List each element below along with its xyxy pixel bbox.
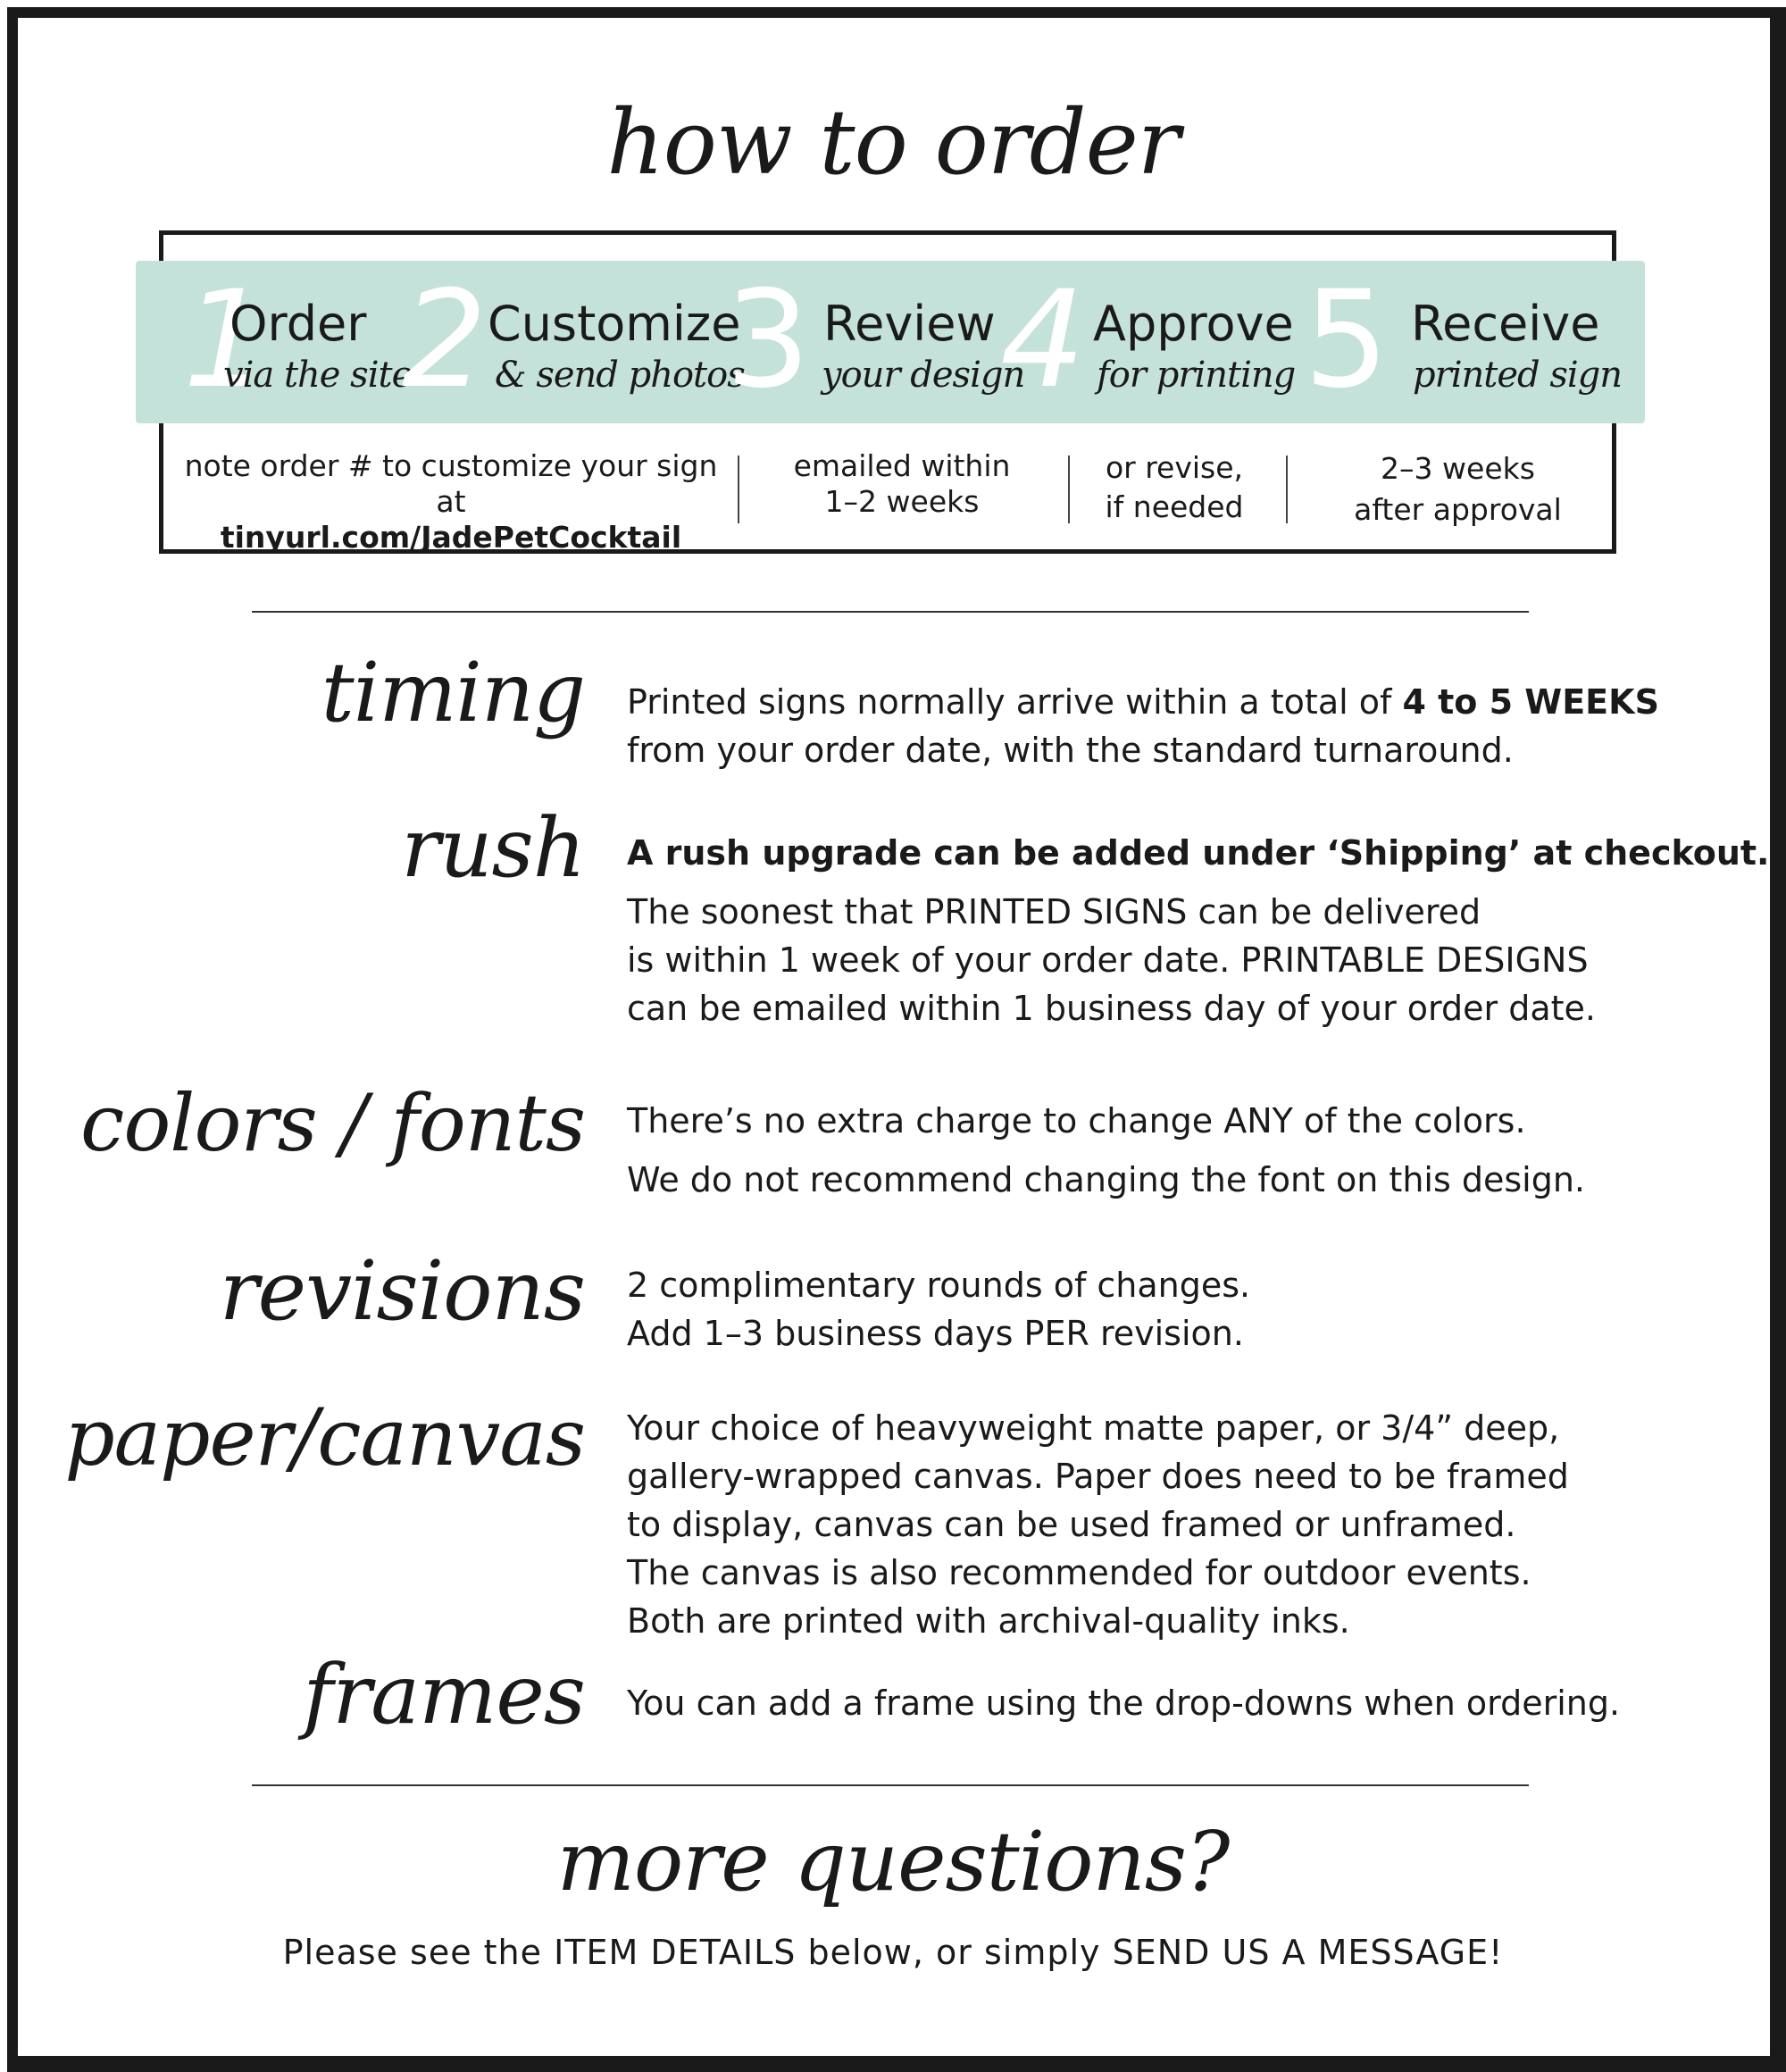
note-text: emailed within [793, 448, 1011, 483]
step-number: 3 [725, 263, 811, 418]
step-subtitle: printed sign [1413, 355, 1623, 396]
text-revisions [627, 1261, 1250, 1358]
colors-text: There’s no extra charge to change ANY of the colors. [627, 1101, 1526, 1140]
label-rush: rush [401, 800, 585, 896]
step-title: Receive [1411, 296, 1600, 352]
text-timing [627, 678, 1659, 774]
step-subtitle: for printing [1097, 355, 1296, 396]
step-title: Review [823, 296, 996, 352]
colors-text: We do not recommend changing the font on this design. [627, 1160, 1585, 1199]
label-frames: frames [303, 1647, 585, 1742]
timing-highlight: 4 to 5 WEEKS [1402, 682, 1659, 722]
note-divider [1286, 455, 1288, 523]
timing-text: Printed signs normally arrive within a total of [627, 682, 1403, 722]
step-subtitle: & send photos [495, 355, 745, 396]
frames-text: You can add a frame using the drop-downs when ordering. [627, 1684, 1621, 1723]
step-title: Approve [1093, 296, 1294, 352]
step-number: 2 [402, 263, 488, 418]
paper-text: The canvas is also recommended for outdoor events. [627, 1553, 1531, 1592]
text-colors-fonts [627, 1097, 1585, 1204]
step-subtitle: via the site [223, 355, 413, 396]
rush-text: The soonest that PRINTED SIGNS can be delivered [627, 892, 1481, 932]
paper-text: gallery-wrapped canvas. Paper does need to be framed [627, 1457, 1569, 1496]
divider-top [252, 611, 1529, 613]
revisions-text: 2 complimentary rounds of changes. [627, 1266, 1251, 1305]
step-title: Order [230, 296, 367, 352]
paper-text: Your choice of heavyweight matte paper, or 3/4” deep, [627, 1408, 1560, 1448]
step-number: 4 [1000, 263, 1086, 418]
revisions-text: Add 1–3 business days PER revision. [627, 1314, 1244, 1353]
note-text: or revise, [1105, 450, 1244, 485]
timing-text: from your order date, with the standard turnaround. [627, 731, 1514, 770]
label-revisions: revisions [219, 1243, 585, 1339]
step-number: 5 [1304, 263, 1390, 418]
closing-text: Please see the ITEM DETAILS below, or simply SEND US A MESSAGE! [282, 1933, 1504, 1972]
label-paper-canvas: paper/canvas [64, 1391, 585, 1483]
divider-bottom [252, 1784, 1529, 1786]
note-review [759, 448, 1045, 520]
step-subtitle: your design [822, 355, 1025, 396]
customize-url: tinyurl.com/JadePetCocktail [220, 520, 682, 555]
note-divider [738, 455, 739, 523]
rush-highlight: A rush upgrade can be added under ‘Shipping’ at checkout. [627, 833, 1770, 873]
page-title: how to order [606, 90, 1180, 195]
note-text: note order # to customize your sign at [184, 448, 718, 519]
step-number: 1 [183, 263, 269, 418]
paper-text: to display, canvas can be used framed or unframed. [627, 1505, 1516, 1544]
text-rush [627, 829, 1769, 1032]
note-text: 2–3 weeks [1381, 451, 1535, 486]
note-receive [1313, 448, 1603, 531]
rush-text: is within 1 week of your order date. PRINTABLE DESIGNS [627, 940, 1589, 980]
step-title: Customize [488, 296, 741, 352]
note-divider [1068, 455, 1070, 523]
rush-text: can be emailed within 1 business day of your order date. [627, 989, 1596, 1028]
note-text: if needed [1105, 489, 1244, 524]
note-text: 1–2 weeks [824, 484, 980, 519]
paper-text: Both are printed with archival-quality inks. [627, 1601, 1350, 1641]
label-colors-fonts: colors / fonts [80, 1077, 585, 1169]
note-approve [1076, 448, 1273, 527]
note-customize [179, 448, 723, 556]
closing-title: more questions? [556, 1814, 1230, 1909]
text-paper-canvas [627, 1404, 1569, 1645]
text-frames [627, 1679, 1620, 1727]
label-timing: timing [321, 645, 585, 740]
note-text: after approval [1354, 492, 1562, 527]
